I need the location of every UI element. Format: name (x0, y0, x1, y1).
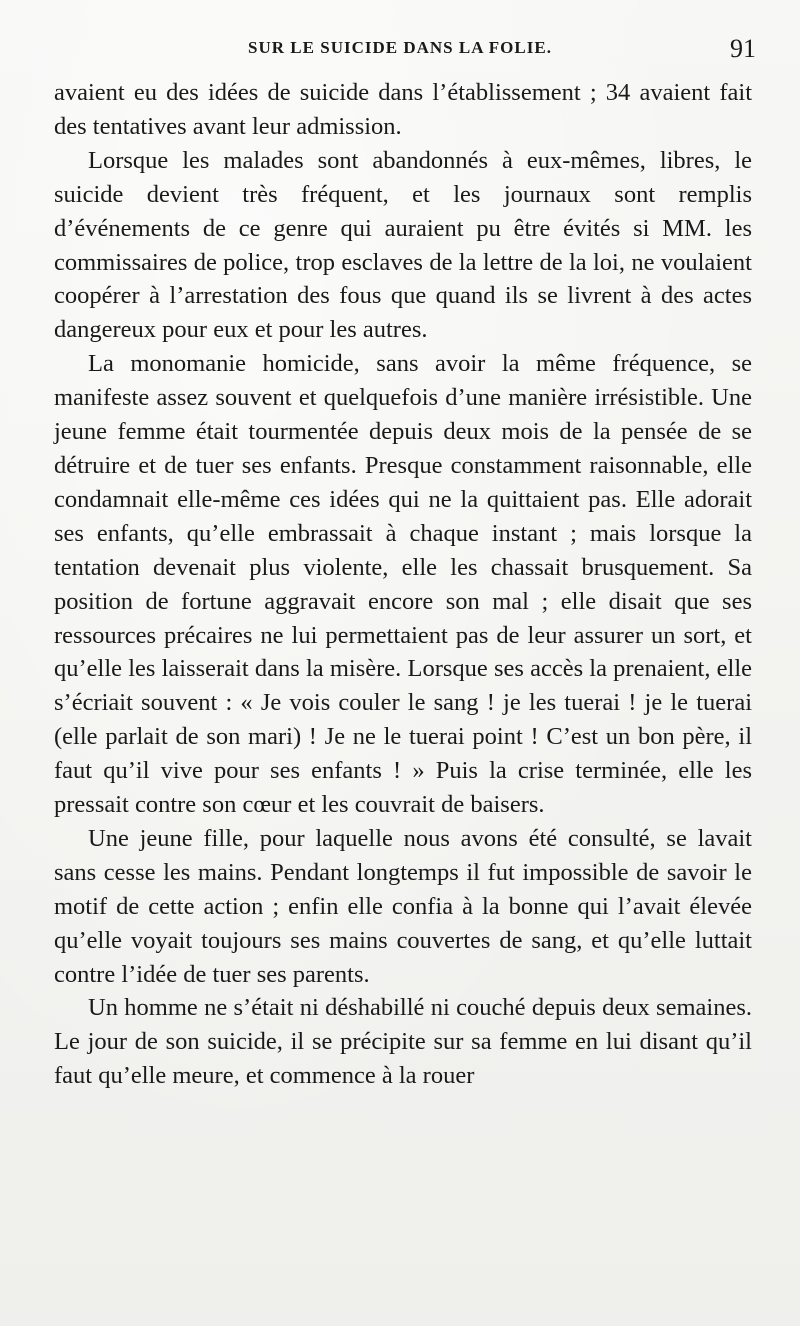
page-header (0, 34, 800, 68)
paragraph: Un homme ne s’était ni déshabillé ni couché depuis deux semaines. Le jour de son suicide, il se précipite sur sa femme en lui disant qu’il faut qu’elle meure, et commence à la rouer (54, 994, 752, 1090)
paragraph: Une jeune fille, pour laquelle nous avons été consulté, se lavait sans cesse les mains. Pendant longtemps il fut impossible de savoir le motif de cette action ; enfin elle confia à la bonne qui l’avait élevée qu’elle voyait toujours ses mains couvertes de sang, et qu’elle luttait contre l’idée de tuer ses parents. (54, 824, 752, 988)
page-number: 91 (730, 34, 756, 63)
paragraph: avaient eu des idées de suicide dans l’établissement ; 34 avaient fait des tentatives avant leur admission. (54, 79, 752, 140)
paragraph: La monomanie homicide, sans avoir la même fréquence, se manifeste assez souvent et quelquefois d’une manière irrésistible. Une jeune femme était tourmentée depuis deux mois de la pensée de se détruire et de tuer ses enfants. Presque constamment raisonnable, elle condamnait elle-même ces idées qui ne la quittaient pas. Elle adorait ses enfants, qu’elle embrassait à chaque instant ; mais lorsque la tentation devenait plus violente, elle les chassait brusquement. Sa position de fortune aggravait encore son mal ; elle disait que ses ressources précaires ne lui permettaient pas de leur assurer un sort, et qu’elle les laisserait dans la misère. Lorsque ses accès la prenaient, elle s’écriait souvent : « Je vois couler le sang ! je les tuerai ! je le tuerai (elle parlait de son mari) ! Je ne le tuerai point ! C’est un bon père, il faut qu’il vive pour ses enfants ! » Puis la crise terminée, elle les pressait contre son cœur et les couvrait de baisers. (54, 350, 752, 819)
body-text (54, 76, 752, 1093)
paragraph: Lorsque les malades sont abandonnés à eux-mêmes, libres, le suicide devient très fréquent, et les journaux sont remplis d’événements de ce genre qui auraient pu être évités si MM. les commissaires de police, trop esclaves de la lettre de la loi, ne voulaient coopérer à l’arrestation des fous que quand ils se livrent à des actes dangereux pour eux et pour les autres. (54, 146, 752, 344)
running-title: SUR LE SUICIDE DANS LA FOLIE. (248, 38, 552, 57)
